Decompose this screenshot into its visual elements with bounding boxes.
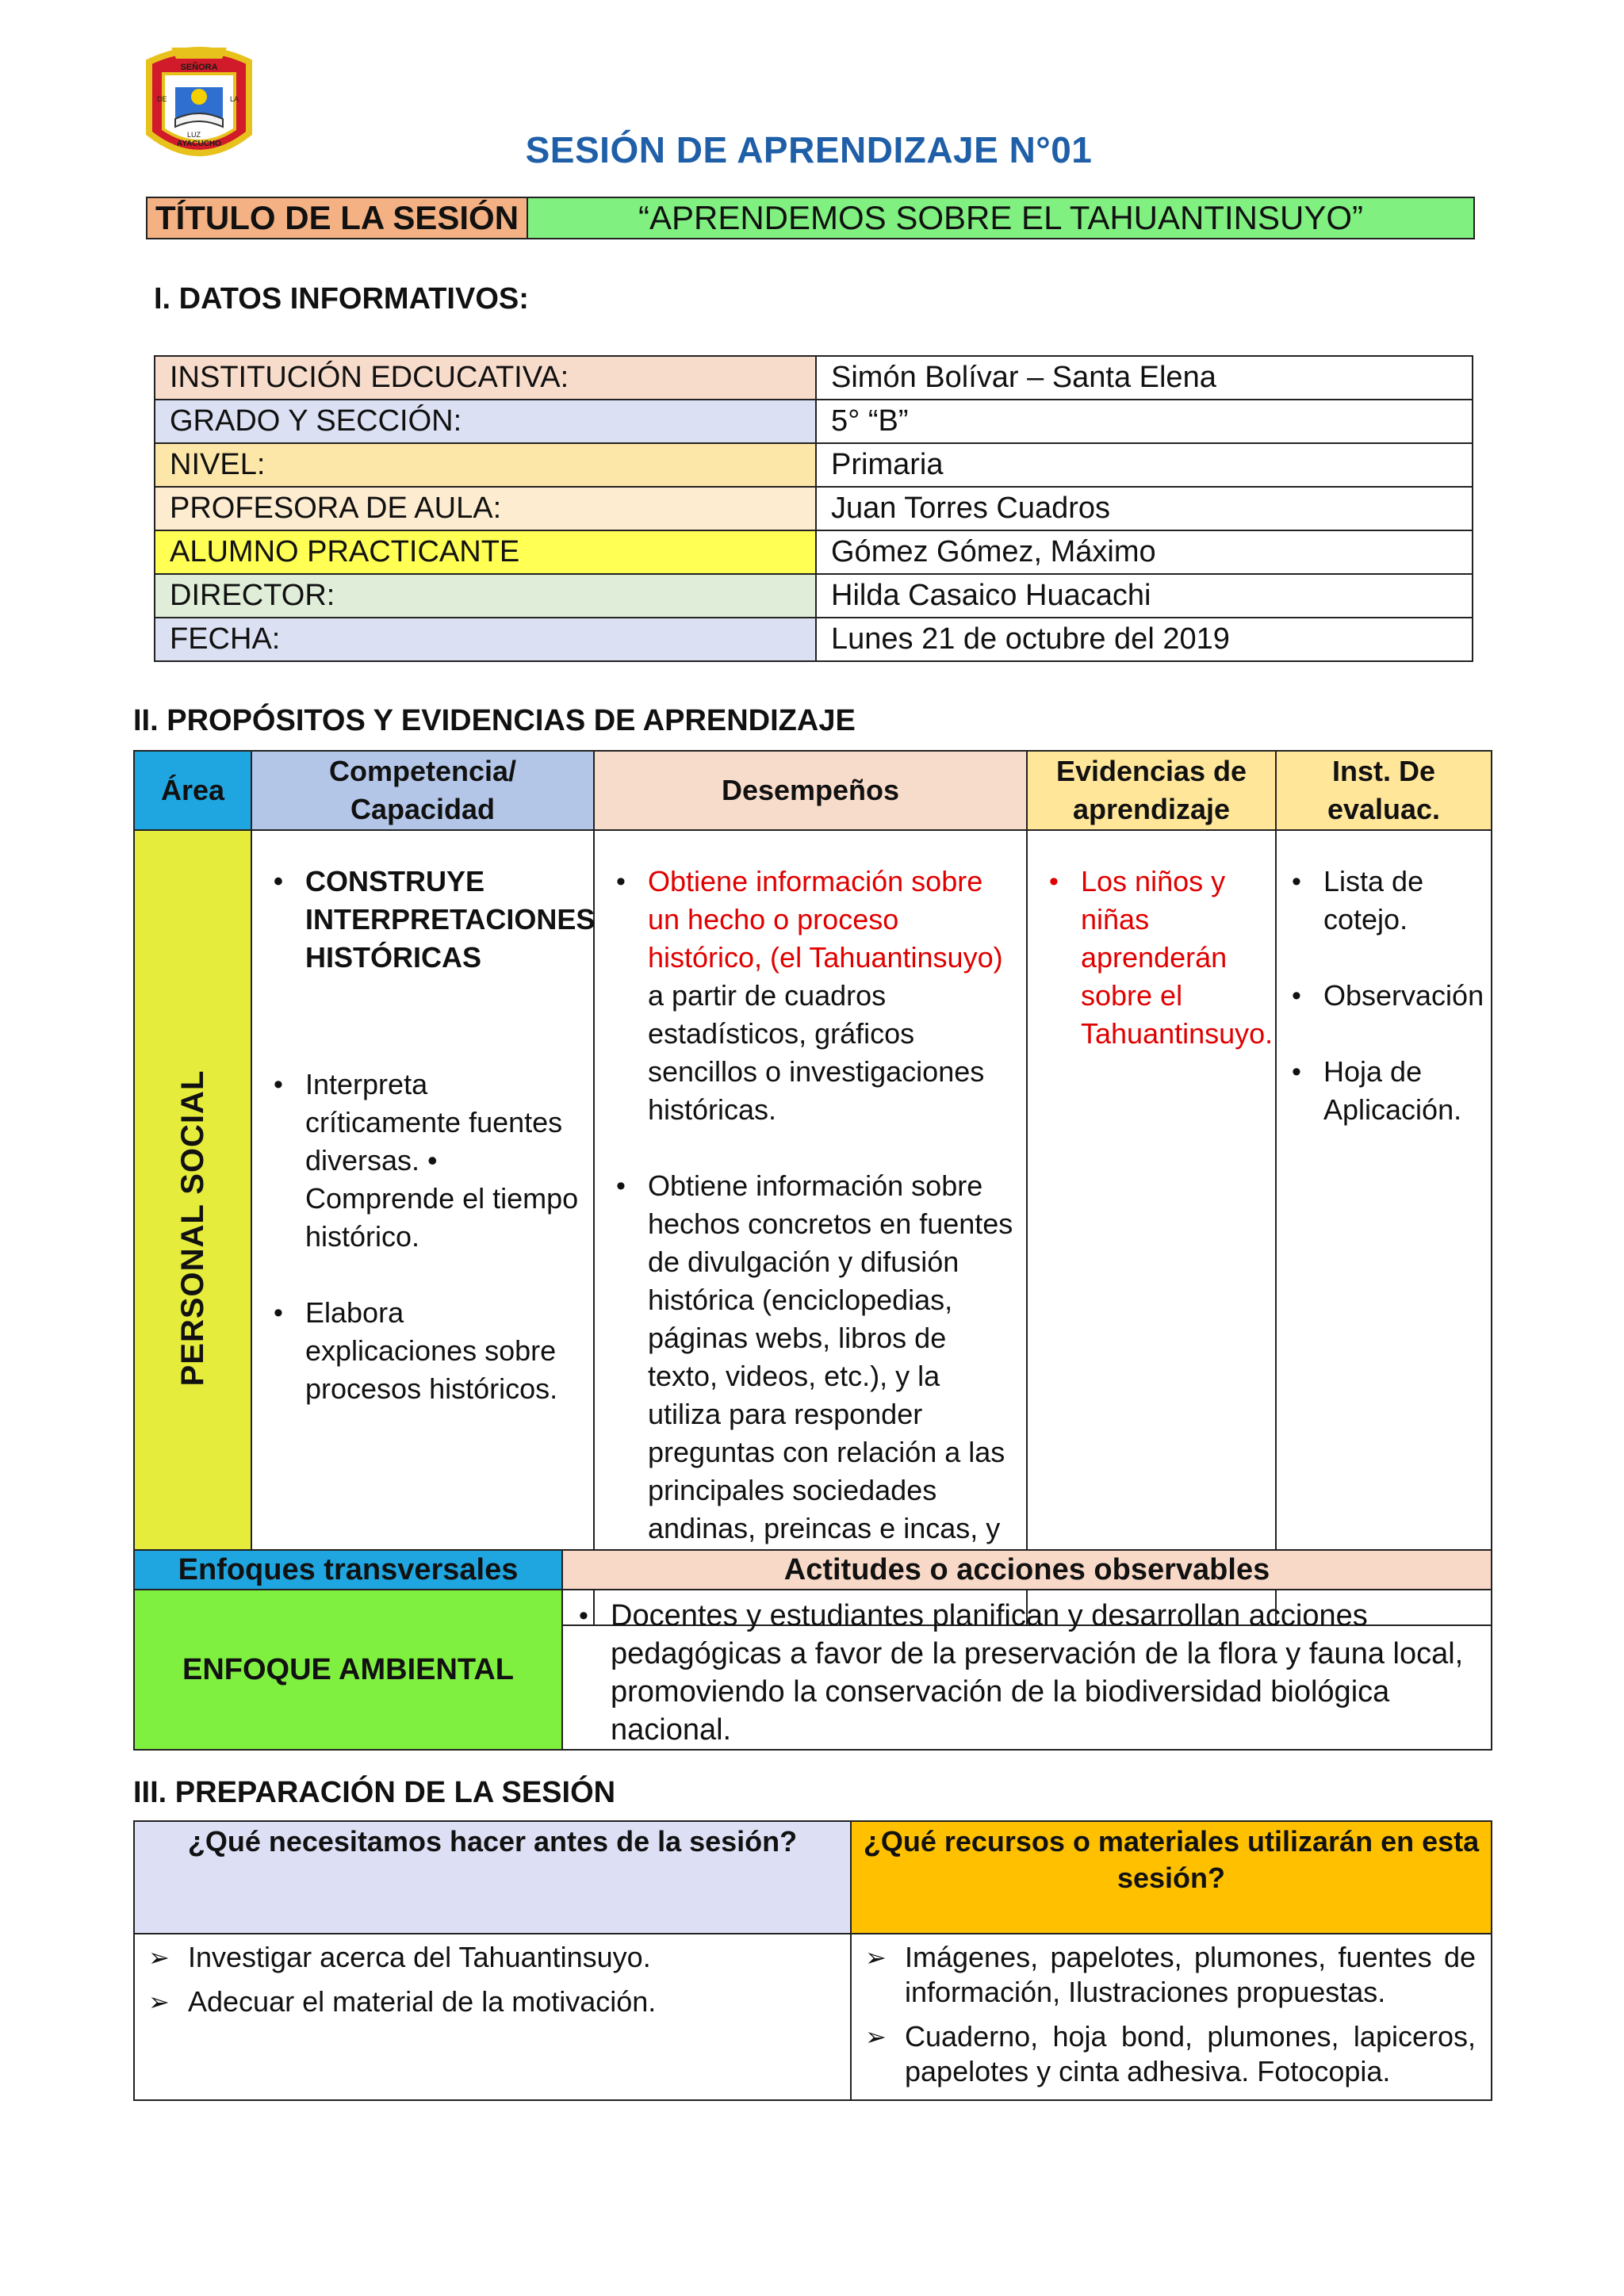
header-desempenos: Desempeños: [594, 751, 1027, 830]
instrumento-item: • Lista de cotejo.: [1323, 863, 1484, 939]
competencia-main: • CONSTRUYE INTERPRETACIONES HISTÓRICAS: [305, 863, 582, 977]
datos-value: Lunes 21 de octubre del 2019: [816, 618, 1473, 661]
instrumento-item: • Hoja de Aplicación.: [1323, 1053, 1484, 1129]
instrumentos-cell: [1276, 830, 1492, 1625]
datos-value: 5° “B”: [816, 400, 1473, 443]
instrumento-item: • Observación: [1323, 977, 1484, 1015]
enfoque-action: • Docentes y estudiantes planifican y desarrollan acciones pedagógicas a favor de la preservación de la flora y fauna local, promoviendo la conservación de la biodiversidad biológica nacional.: [562, 1590, 1492, 1750]
datos-key: ALUMNO PRACTICANTE: [155, 530, 816, 574]
header-competencia: Competencia/ Capacidad: [251, 751, 594, 830]
list-item: ➢ Imágenes, papelotes, plumones, fuentes de información, Ilustraciones propuestas.: [905, 1940, 1476, 2010]
section-heading-propositos: II. PROPÓSITOS Y EVIDENCIAS DE APRENDIZAJE: [133, 704, 856, 737]
competencia-cell: [251, 830, 594, 1625]
session-title-value: “APRENDEMOS SOBRE EL TAHUANTINSUYO”: [528, 198, 1473, 238]
preparacion-table: [133, 1820, 1492, 2101]
area-label: PERSONAL SOCIAL: [175, 1070, 210, 1386]
datos-value: Gómez Gómez, Máximo: [816, 530, 1473, 574]
datos-value: Juan Torres Cuadros: [816, 487, 1473, 530]
datos-key: NIVEL:: [155, 443, 816, 487]
svg-text:LA: LA: [230, 95, 239, 103]
datos-key: PROFESORA DE AULA:: [155, 487, 816, 530]
antes-cell: [134, 1934, 851, 2100]
header-evidencias: Evidencias de aprendizaje: [1027, 751, 1276, 830]
session-title-bar: [146, 197, 1475, 239]
svg-text:SEÑORA: SEÑORA: [180, 63, 218, 72]
svg-text:DE: DE: [157, 95, 167, 103]
list-item: ➢ Adecuar el material de la motivación.: [188, 1984, 835, 2019]
table-row: [134, 1934, 1492, 2100]
evidencias-cell: [1027, 830, 1276, 1625]
question-antes: ¿Qué necesitamos hacer antes de la sesión?: [134, 1821, 851, 1934]
section-heading-preparacion: III. PREPARACIÓN DE LA SESIÓN: [133, 1776, 616, 1809]
table-row: [155, 618, 1473, 661]
table-row: [155, 443, 1473, 487]
datos-key: GRADO Y SECCIÓN:: [155, 400, 816, 443]
section-heading-datos: I. DATOS INFORMATIVOS:: [154, 282, 529, 316]
datos-key: DIRECTOR:: [155, 574, 816, 618]
svg-text:LUZ: LUZ: [187, 131, 201, 139]
area-cell: [134, 830, 251, 1625]
datos-informativos-table: [154, 355, 1473, 662]
header-actitudes: Actitudes o acciones observables: [562, 1550, 1492, 1590]
competencia-item: • Interpreta críticamente fuentes diversas. • Comprende el tiempo histórico.: [305, 1066, 582, 1256]
session-title-label: TÍTULO DE LA SESIÓN: [147, 198, 528, 238]
table-row: [134, 1590, 1492, 1750]
datos-value: Simón Bolívar – Santa Elena: [816, 356, 1473, 400]
school-crest-logo: [140, 38, 259, 173]
desempeno-item: • Obtiene información sobre hechos concretos en fuentes de divulgación y difusión histórica (enciclopedias, páginas webs, libros de texto, videos, etc.), y la utiliza para responder preguntas con relación a las principales sociedades andinas, preincas e incas, y: [648, 1167, 1015, 1586]
evidencia-item: • Los niños y niñas aprenderán sobre el Tahuantinsuyo.: [1081, 863, 1264, 1053]
table-row: [155, 530, 1473, 574]
propositos-table: [133, 750, 1492, 1626]
header-enfoques: Enfoques transversales: [134, 1550, 562, 1590]
header-instrumentos: Inst. De evaluac.: [1276, 751, 1492, 830]
list-item: ➢ Investigar acerca del Tahuantinsuyo.: [188, 1940, 835, 1975]
desempenos-cell: [594, 830, 1027, 1625]
table-row: [155, 400, 1473, 443]
table-row: [155, 574, 1473, 618]
table-header-row: [134, 751, 1492, 830]
recursos-cell: [851, 1934, 1492, 2100]
enfoques-table: [133, 1549, 1492, 1751]
desempeno-highlight: Obtiene información sobre un hecho o proceso histórico, (el Tahuantinsuyo): [648, 865, 1003, 974]
list-item: ➢ Cuaderno, hoja bond, plumones, lapiceros, papelotes y cinta adhesiva. Fotocopia.: [905, 2019, 1476, 2089]
table-header-row: [134, 1821, 1492, 1934]
enfoque-name: ENFOQUE AMBIENTAL: [134, 1590, 562, 1750]
desempeno-item: • Obtiene información sobre un hecho o proceso histórico, (el Tahuantinsuyo) a partir de cuadros estadísticos, gráficos sencillos o investigaciones históricas.: [648, 863, 1015, 1129]
page-title: SESIÓN DE APRENDIZAJE N°01: [525, 129, 1093, 170]
datos-key: INSTITUCIÓN EDCUCATIVA:: [155, 356, 816, 400]
header-area: Área: [134, 751, 251, 830]
svg-text:AYACUCHO: AYACUCHO: [177, 140, 221, 148]
table-row: [134, 830, 1492, 1625]
question-recursos: ¿Qué recursos o materiales utilizarán en esta sesión?: [851, 1821, 1492, 1934]
table-row: [155, 356, 1473, 400]
table-header-row: [134, 1550, 1492, 1590]
table-row: [155, 487, 1473, 530]
datos-value: Hilda Casaico Huacachi: [816, 574, 1473, 618]
competencia-item: • Elabora explicaciones sobre procesos históricos.: [305, 1294, 582, 1408]
datos-value: Primaria: [816, 443, 1473, 487]
datos-key: FECHA:: [155, 618, 816, 661]
